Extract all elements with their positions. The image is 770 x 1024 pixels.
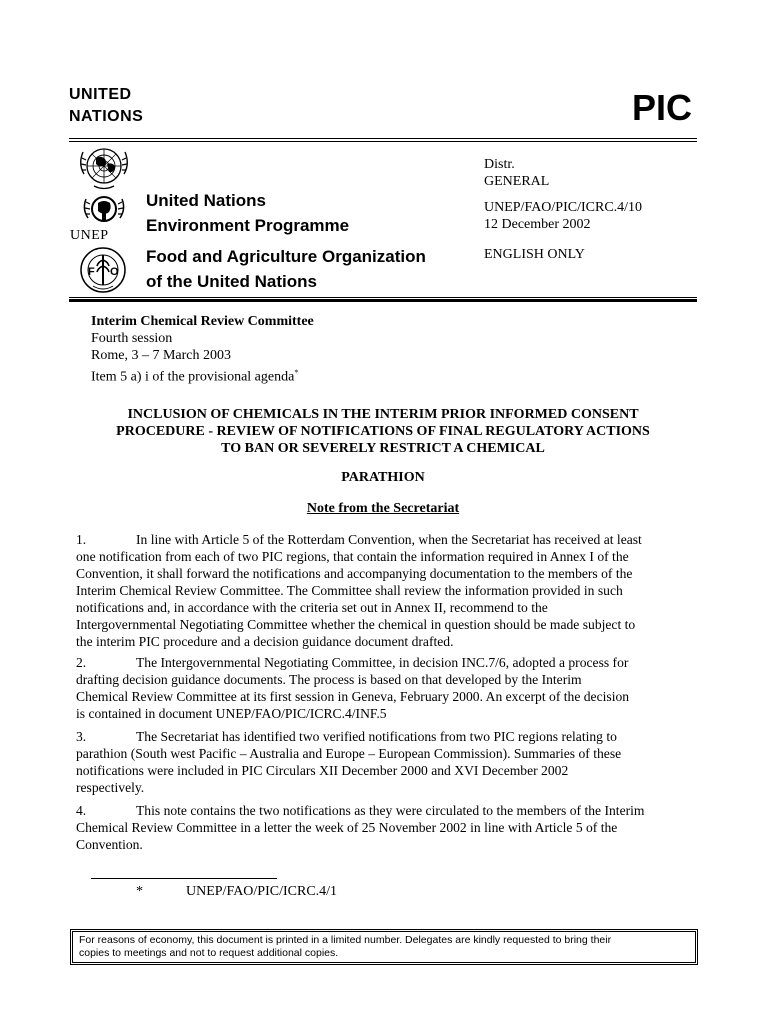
paragraph-number: 1. (76, 532, 87, 547)
paragraph-3 (76, 728, 688, 796)
paragraph-1-line (76, 531, 688, 548)
paragraph-2-line: Chemical Review Committee at its first session in Geneva, February 2000. An excerpt of the decision (76, 689, 630, 704)
paragraph-1-line: the interim PIC procedure and a decision guidance document drafted. (76, 634, 454, 649)
paragraph-2-line: is contained in document UNEP/FAO/PIC/ICRC.4/INF.5 (76, 706, 387, 721)
paragraph-text: This note contains the two notifications as they were circulated to the members of the Interim (136, 803, 645, 818)
fao-name-line-2: of the United Nations (146, 272, 317, 291)
document-title-line-1: INCLUSION OF CHEMICALS IN THE INTERIM PRIOR INFORMED CONSENT (127, 407, 639, 422)
paragraph-2 (76, 654, 688, 722)
note-heading: Note from the Secretariat (306, 501, 460, 516)
fao-name-line-1: Food and Agriculture Organization (146, 247, 426, 266)
committee-name: Interim Chemical Review Committee (91, 314, 314, 329)
distribution-block (484, 156, 549, 190)
distr-label: Distr. (484, 157, 515, 172)
paragraph-1-line: Interim Chemical Review Committee. The Committee shall review the information provided in such (76, 583, 623, 598)
paragraph-3-line: parathion (South west Pacific – Australia and Europe – European Commission). Summaries of these (76, 746, 622, 761)
united-nations-line-2: NATIONS (69, 108, 144, 125)
economy-notice-box (70, 929, 698, 965)
document-title-line-3: TO BAN OR SEVERELY RESTRICT A CHEMICAL (221, 441, 545, 456)
footnote-separator (91, 878, 277, 879)
notice-line-1: For reasons of economy, this document is printed in a limited number. Delegates are kindly requested to bring their (79, 934, 612, 946)
header-rule-top-2 (69, 141, 697, 142)
paragraph-text: In line with Article 5 of the Rotterdam Convention, when the Secretariat has received at least (136, 532, 642, 547)
distr-value: GENERAL (484, 174, 550, 189)
paragraph-4 (76, 802, 688, 853)
paragraph-2-line (76, 654, 688, 671)
paragraph-text: The Intergovernmental Negotiating Committee, in decision INC.7/6, adopted a process for (136, 655, 629, 670)
paragraph-3-line (76, 728, 688, 745)
unep-emblem-icon (78, 190, 130, 230)
paragraph-1-line: Convention, it shall forward the notifications and accompanying documentation to the members of the (76, 566, 633, 581)
paragraph-number: 3. (76, 729, 87, 744)
fao-name (146, 244, 426, 294)
footnote (136, 884, 337, 900)
footnote-text: UNEP/FAO/PIC/ICRC.4/1 (186, 884, 338, 899)
committee-session: Fourth session (91, 331, 173, 346)
paragraph-1-line: notifications and, in accordance with the criteria set out in Annex II, recommend to the (76, 600, 548, 615)
paragraph-2-line: drafting decision guidance documents. The process is based on that developed by the Interim (76, 672, 582, 687)
fao-emblem-icon (79, 246, 127, 294)
agenda-item-footnote-mark: * (294, 368, 299, 377)
footnote-mark: * (136, 884, 143, 899)
paragraph-3-line: respectively. (76, 780, 145, 795)
document-title-line-2: PROCEDURE - REVIEW OF NOTIFICATIONS OF FINAL REGULATORY ACTIONS (116, 424, 650, 439)
language-note: ENGLISH ONLY (484, 247, 585, 262)
symbol-block (484, 199, 642, 233)
united-nations-line-1: UNITED (69, 86, 132, 103)
paragraph-4-line: Chemical Review Committee in a letter the week of 25 November 2002 in line with Article 5 of the (76, 820, 618, 835)
paragraph-1-line: one notification from each of two PIC regions, that contain the information required in Annex I of the (76, 549, 629, 564)
paragraph-4-line: Convention. (76, 837, 143, 852)
paragraph-text: The Secretariat has identified two verified notifications from two PIC regions relating to (136, 729, 617, 744)
paragraph-1-line: Intergovernmental Negotiating Committee whether the chemical in question should be made subject to (76, 617, 636, 632)
agenda-item-text: Item 5 a) i of the provisional agenda (91, 369, 295, 385)
committee-place-date: Rome, 3 – 7 March 2003 (91, 348, 231, 363)
document-title (69, 406, 697, 457)
paragraph-number: 4. (76, 803, 87, 818)
document-date: 12 December 2002 (484, 217, 591, 232)
paragraph-3-line: notifications were included in PIC Circulars XII December 2000 and XVI December 2002 (76, 763, 569, 778)
committee-block (91, 313, 314, 386)
header-rule-top-1 (69, 138, 697, 139)
header-rule-bottom-1 (69, 297, 697, 298)
united-nations-heading (69, 84, 143, 128)
svg-text:O: O (110, 266, 119, 278)
document-symbol: UNEP/FAO/PIC/ICRC.4/10 (484, 200, 643, 215)
paragraph-4-line (76, 802, 688, 819)
agenda-item (91, 364, 314, 386)
header-rule-bottom-2 (69, 299, 697, 302)
un-emblem-icon (76, 144, 132, 192)
unep-name-line-2: Environment Programme (146, 216, 350, 235)
paragraph-1 (76, 531, 688, 650)
svg-text:F: F (88, 266, 95, 278)
unep-caption: UNEP (70, 228, 109, 243)
notice-line-2: copies to meetings and not to request additional copies. (79, 947, 339, 959)
chemical-name: PARATHION (341, 470, 425, 485)
paragraph-number: 2. (76, 655, 87, 670)
unep-name (146, 188, 349, 238)
unep-name-line-1: United Nations (146, 191, 266, 210)
pic-logo: PIC (631, 87, 692, 128)
